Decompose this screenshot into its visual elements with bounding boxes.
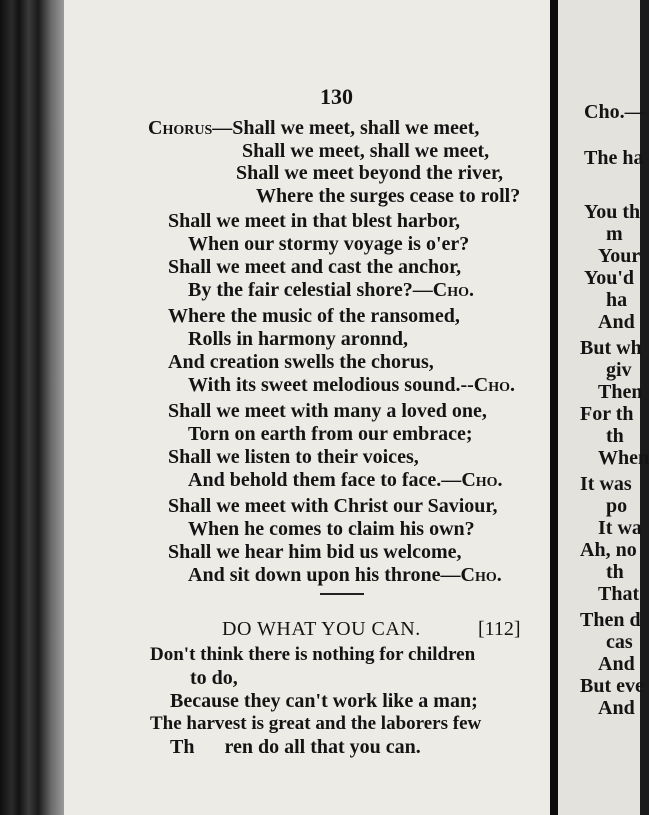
verse-1-line-4-text: By the fair celestial shore?— bbox=[188, 279, 433, 301]
verse-4-line-4-text: And sit down upon his throne— bbox=[188, 564, 461, 586]
verse-3-line-1: Shall we meet with many a loved one, bbox=[168, 400, 487, 422]
page-number: 130 bbox=[320, 84, 353, 109]
right-fragment-25: And bbox=[598, 697, 635, 719]
hymn-title: DO WHAT YOU CAN. bbox=[222, 618, 421, 640]
verse-1-cho: Cho. bbox=[432, 279, 475, 301]
right-fragment-15: It was bbox=[580, 473, 632, 495]
verse-3-line-4 bbox=[188, 468, 503, 492]
right-fragment-7: ha bbox=[606, 289, 628, 311]
verse-2-cho: Cho. bbox=[473, 374, 516, 396]
right-page bbox=[558, 0, 649, 815]
right-fragment-14: When bbox=[598, 447, 649, 469]
verse-2-line-2: Rolls in harmony arоnnd, bbox=[188, 328, 409, 350]
verse-2-line-4-text: With its sweet melodious sound.-- bbox=[188, 374, 474, 396]
book-spine bbox=[550, 0, 558, 815]
right-fragment-21: Then d bbox=[580, 609, 641, 631]
verse-4-line-1: Shall we meet with Christ our Saviour, bbox=[168, 495, 498, 517]
hymn-line-5: Th ren do all that you can. bbox=[170, 736, 421, 758]
verse-2-line-1: Where the music of the ransomed, bbox=[168, 305, 460, 327]
hymn-line-1: Don't think there is nothing for children bbox=[150, 644, 476, 665]
left-page bbox=[64, 0, 550, 815]
right-fragment-13: th bbox=[606, 425, 624, 447]
right-fragment-18: Ah, no bbox=[580, 539, 637, 561]
chorus-dash: — bbox=[212, 117, 233, 139]
hymn-line-2: to do, bbox=[190, 667, 238, 689]
verse-1-line-3: Shall we meet and cast the anchor, bbox=[168, 256, 462, 278]
verse-3-line-3: Shall we listen to their voices, bbox=[168, 446, 419, 468]
right-fragment-2: The ha bbox=[584, 147, 644, 169]
verse-3-line-4-text: And behold them face to face.— bbox=[188, 469, 462, 491]
chorus-line-1 bbox=[148, 116, 479, 140]
verse-4-line-2: When he comes to claim his own? bbox=[188, 518, 475, 540]
right-fragment-24: But eve bbox=[580, 675, 644, 697]
right-fragment-22: cas bbox=[606, 631, 633, 653]
right-fragment-1: Cho.— bbox=[584, 101, 645, 123]
verse-2-line-3: And creation swells the chorus, bbox=[168, 351, 434, 373]
chorus-line-3: Shall we meet beyond the river, bbox=[236, 162, 504, 184]
right-fragment-8: And bbox=[598, 311, 635, 333]
right-fragment-23: And bbox=[598, 653, 635, 675]
verse-1-line-1: Shall we meet in that blest harbor, bbox=[168, 210, 461, 232]
verse-2-line-4 bbox=[188, 373, 515, 397]
right-fragment-6: You'd bbox=[584, 267, 635, 289]
right-fragment-19: th bbox=[606, 561, 624, 583]
binding-gutter bbox=[0, 0, 64, 815]
chorus-line-4: Where the surges cease to roll? bbox=[256, 185, 521, 207]
right-fragment-20: That bbox=[598, 583, 640, 605]
right-fragment-11: Then bbox=[598, 381, 643, 403]
verse-4-line-3: Shall we hear him bid us welcome, bbox=[168, 541, 462, 563]
verse-3-cho: Cho. bbox=[461, 469, 503, 491]
right-fragment-10: giv bbox=[606, 359, 632, 381]
right-fragment-3: You th bbox=[584, 201, 641, 223]
right-fragment-12: For th bbox=[580, 403, 634, 425]
section-divider bbox=[320, 593, 364, 595]
hymn-line-3: Because they can't work like a man; bbox=[170, 690, 478, 712]
right-fragment-16: po bbox=[606, 495, 628, 517]
right-fragment-5: Your bbox=[598, 245, 641, 267]
hymn-number: [112] bbox=[478, 618, 521, 640]
right-fragment-4: m bbox=[606, 223, 623, 245]
right-fragment-9: But wh bbox=[580, 337, 642, 359]
chorus-label: Chorus bbox=[148, 117, 213, 139]
right-fragment-17: It wa bbox=[598, 517, 642, 539]
chorus-line-2: Shall we meet, shall we meet, bbox=[242, 140, 490, 162]
verse-4-cho: Cho. bbox=[460, 564, 502, 586]
verse-3-line-2: Torn on earth from our embrace; bbox=[188, 423, 473, 445]
verse-1-line-4 bbox=[188, 278, 474, 302]
verse-4-line-4 bbox=[188, 563, 502, 587]
verse-1-line-2: When our stormy voyage is o'er? bbox=[188, 233, 470, 255]
chorus-text: Shall we meet, shall we meet, bbox=[232, 117, 480, 139]
hymn-line-4: The harvest is great and the laborers few bbox=[150, 713, 482, 734]
